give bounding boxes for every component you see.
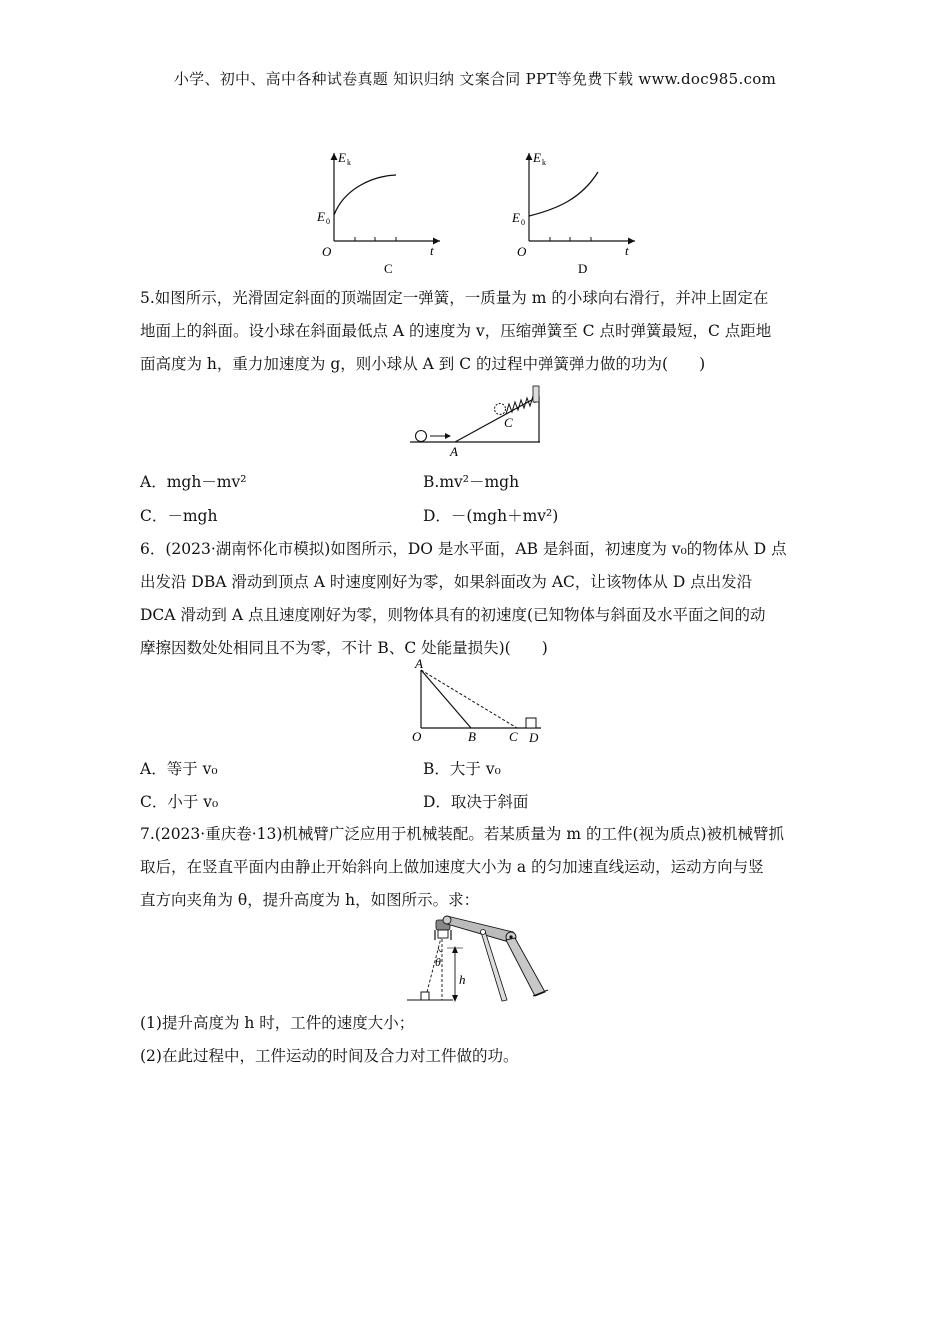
q7-line-1: 7.(2023·重庆卷·13)机械臂广泛应用于机械装配。若某质量为 m 的工件(视为质点)被机械臂抓 xyxy=(140,825,785,843)
q6-slope-ac xyxy=(421,670,517,728)
q7-sub-2: (2)在此过程中，工件运动的时间及合力对工件做的功。 xyxy=(140,1047,519,1065)
q6-option-b[interactable]: B．大于 v₀ xyxy=(423,760,501,778)
svg-text:k: k xyxy=(347,158,351,167)
q5-option-b[interactable]: B.mv²－mgh xyxy=(423,473,520,491)
graph-d-origin: O xyxy=(517,244,527,259)
svg-text:θ: θ xyxy=(435,955,441,969)
graph-d-ylabel: E xyxy=(533,150,541,165)
svg-text:D: D xyxy=(529,730,539,745)
q6-line-3: DCA 滑动到 A 点且速度刚好为零，则物体具有的初速度(已知物体与斜面及水平面之间的动 xyxy=(140,606,766,624)
q6-slope-ab xyxy=(421,670,471,728)
graph-d xyxy=(495,145,645,280)
svg-text:O: O xyxy=(412,729,422,744)
svg-text:h: h xyxy=(459,972,466,987)
graph-d-y0: E xyxy=(512,210,520,225)
svg-text:A: A xyxy=(415,656,423,671)
q7-line-2: 取后，在竖直平面内由静止开始斜向上做加速度大小为 a 的匀加速直线运动，运动方向与竖 xyxy=(140,858,764,876)
q6-line-4: 摩擦因数处处相同且不为零，不计 B、C 处能量损失)( ) xyxy=(140,639,548,657)
svg-text:C: C xyxy=(509,729,518,744)
q5-figure xyxy=(405,378,555,460)
q6-line-1: 6．(2023·湖南怀化市模拟)如图所示，DO 是水平面，AB 是斜面，初速度为 v₀的物体从 D 点 xyxy=(140,540,787,558)
q6-option-a[interactable]: A．等于 v₀ xyxy=(140,760,218,778)
graph-d-curve xyxy=(529,172,598,216)
svg-text:C: C xyxy=(504,415,513,430)
q5-option-a[interactable]: A．mgh－mv² xyxy=(140,473,247,491)
q5-ball-dashed xyxy=(495,404,506,415)
graph-c-y0: E xyxy=(317,209,325,224)
q6-text xyxy=(140,533,812,665)
q7-line-3: 直方向夹角为 θ，提升高度为 h，如图所示。求： xyxy=(140,891,480,909)
q5-line-2: 地面上的斜面。设小球在斜面最低点 A 的速度为 v，压缩弹簧至 C 点时弹簧最短，C 点距地 xyxy=(140,322,772,340)
svg-text:0: 0 xyxy=(521,218,525,227)
q6-option-c[interactable]: C．小于 v₀ xyxy=(140,793,219,811)
svg-text:A: A xyxy=(450,444,458,459)
q6-line-2: 出发沿 DBA 滑动到顶点 A 时速度刚好为零，如果斜面改为 AC，让该物体从 D 点出发沿 xyxy=(140,573,753,591)
q5-line-3: 面高度为 h，重力加速度为 g，则小球从 A 到 C 的过程中弹簧弹力做的功为( ) xyxy=(140,355,706,373)
q7-arm-lower xyxy=(506,938,545,996)
q5-incline xyxy=(455,396,539,442)
graph-d-xlabel: t xyxy=(625,243,629,258)
graph-d-caption: D xyxy=(578,261,588,276)
graph-c xyxy=(300,145,450,280)
graph-c-origin: O xyxy=(322,244,332,259)
graph-c-xlabel: t xyxy=(430,243,434,258)
svg-text:B: B xyxy=(468,729,476,744)
graph-c-curve xyxy=(334,175,396,215)
q7-text xyxy=(140,818,812,917)
page-header: 小学、初中、高中各种试卷真题 知识归纳 文案合同 PPT等免费下载 www.doc985.com xyxy=(173,70,777,88)
q7-subquestions xyxy=(140,1007,812,1073)
graph-c-caption: C xyxy=(384,261,393,276)
graph-c-ylabel: E xyxy=(338,150,346,165)
q7-workpiece xyxy=(421,992,429,1000)
q7-arm-upper xyxy=(447,916,513,942)
q7-sub-1: (1)提升高度为 h 时，工件的速度大小； xyxy=(140,1014,415,1032)
q5-option-c[interactable]: C．－mgh xyxy=(140,507,218,525)
q6-figure xyxy=(405,656,555,746)
q5-line-1: 5.如图所示，光滑固定斜面的顶端固定一弹簧，一质量为 m 的小球向右滑行，并冲上固定在 xyxy=(140,289,769,307)
q6-option-d[interactable]: D．取决于斜面 xyxy=(423,793,529,811)
q5-option-d[interactable]: D．－(mgh＋mv²) xyxy=(423,507,559,525)
svg-text:0: 0 xyxy=(326,217,330,226)
q5-ball xyxy=(416,431,427,442)
q6-block xyxy=(526,718,536,728)
q7-hydraulic xyxy=(481,931,507,1001)
q5-text xyxy=(140,282,812,381)
q7-figure xyxy=(405,910,550,1006)
svg-text:k: k xyxy=(542,158,546,167)
